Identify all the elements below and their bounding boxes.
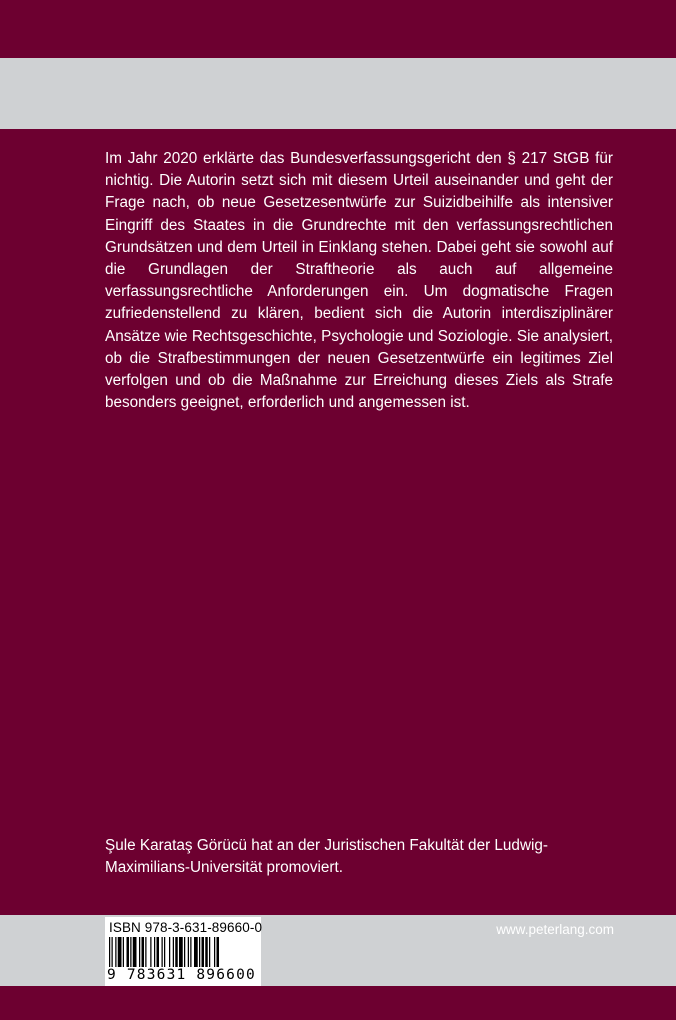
barcode-icon xyxy=(109,937,257,969)
barcode-digits: 9 783631 896600 xyxy=(107,967,259,984)
top-gray-band xyxy=(0,58,676,129)
isbn-label: ISBN 978-3-631-89660-0 xyxy=(109,920,263,935)
barcode-box xyxy=(105,917,261,986)
back-cover-blurb: Im Jahr 2020 erklärte das Bundesverfassungsgericht den § 217 StGB für nichtig. Die Autorin setzt sich mit diesem Urteil auseinander und geht der Frage nach, ob neue Gesetzesentwürfe zur Suizidbeihilfe als intensiver Eingriff des Staates in die Grundrechte mit den verfassungsrechtlichen Grundsätzen und dem Urteil in Einklang stehen. Dabei geht sie sowohl auf die Grundlagen der Straftheorie als auch auf allgemeine verfassungsrechtliche Anforderungen ein. Um dogmatische Fragen zufriedenstellend zu klären, bedient sich die Autorin interdisziplinärer Ansätze wie Rechtsgeschichte, Psychologie und Soziologie. Sie analysiert, ob die Strafbestimmungen der neuen Gesetzentwürfe ein legitimes Ziel verfolgen und ob die Maßnahme zur Erreichung dieses Ziels als Strafe besonders geeignet, erforderlich und angemessen ist. xyxy=(105,150,613,412)
publisher-website: www.peterlang.com xyxy=(496,922,614,937)
author-note: Şule Karataş Görücü hat an der Juristischen Fakultät der Ludwig-Maximilians-Universität promoviert. xyxy=(105,837,548,877)
